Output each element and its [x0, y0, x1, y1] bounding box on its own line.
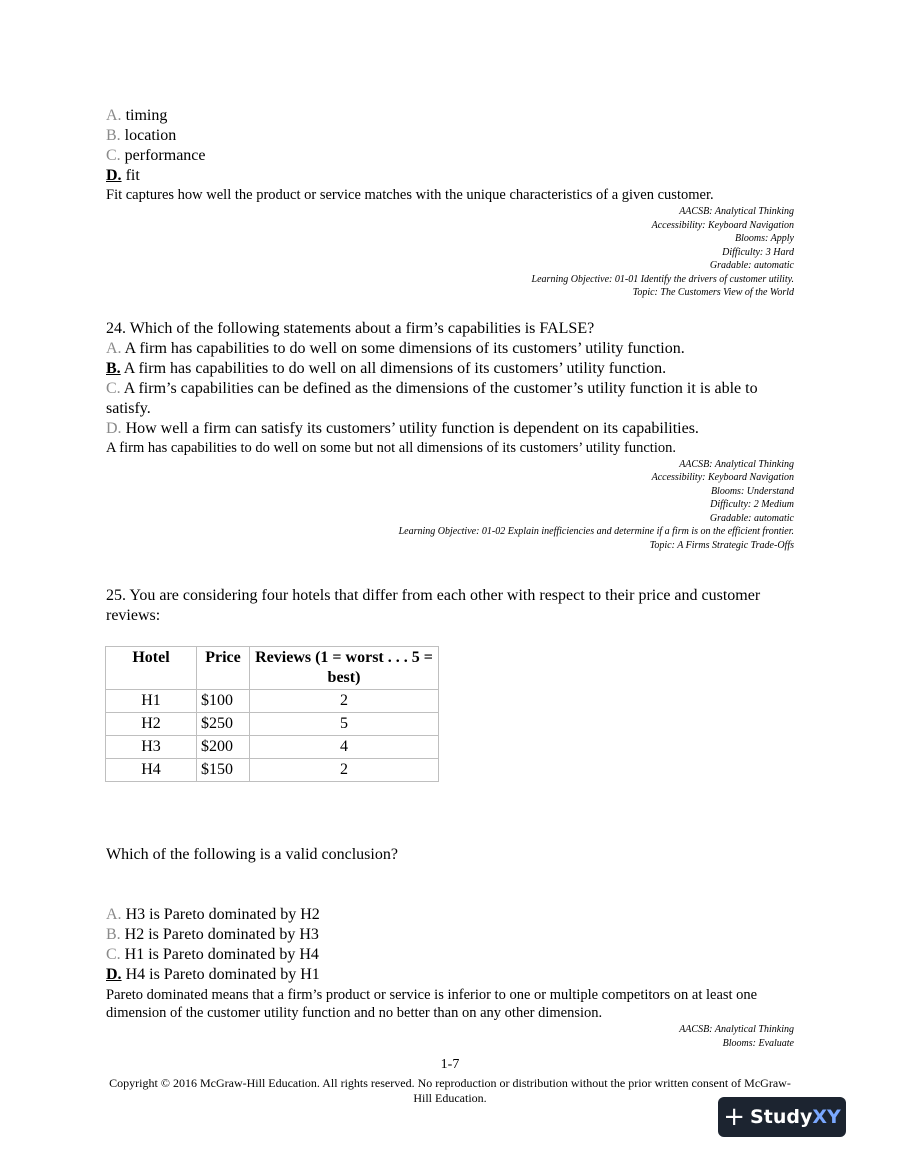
question-23-meta — [106, 205, 794, 300]
cell-price: $250 — [197, 713, 250, 736]
option-d-correct: D. H4 is Pareto dominated by H1 — [106, 966, 320, 983]
option-a: A. timing — [106, 107, 168, 124]
copyright-notice: Copyright © 2016 McGraw-Hill Education. All rights reserved. No reproduction or distribution without the prior written consent of McGraw-Hill Education. — [109, 1076, 791, 1105]
meta-line: Gradable: automatic — [709, 260, 794, 271]
option-d-correct: D. fit — [106, 167, 140, 184]
table-row — [106, 759, 439, 782]
meta-line: Topic: The Customers View of the World — [632, 287, 794, 298]
cell-reviews: 5 — [250, 713, 439, 736]
meta-line: Gradable: automatic — [709, 512, 794, 524]
meta-line: Blooms: Evaluate — [722, 1037, 794, 1049]
meta-line: Blooms: Apply — [735, 233, 794, 244]
cell-reviews: 2 — [250, 690, 439, 713]
option-a: A. H3 is Pareto dominated by H2 — [106, 906, 320, 923]
hotels-table — [105, 646, 439, 782]
cell-hotel: H3 — [106, 736, 197, 759]
question-24-meta — [106, 458, 794, 553]
meta-line: AACSB: Analytical Thinking — [679, 1024, 794, 1035]
meta-line: AACSB: Analytical Thinking — [679, 206, 794, 217]
table-row — [106, 690, 439, 713]
meta-line: Blooms: Understand — [710, 485, 794, 497]
question-25-prompt: Which of the following is a valid conclusion? — [106, 846, 398, 863]
cell-hotel: H2 — [106, 713, 197, 736]
question-23-explanation: Fit captures how well the product or service matches with the unique characteristics of a given customer. — [106, 187, 714, 203]
plus-icon: + — [723, 1102, 746, 1132]
option-b-correct: B. A firm has capabilities to do well on all dimensions of its customers’ utility function. — [106, 359, 667, 377]
question-24-text: 24. Which of the following statements about a firm’s capabilities is FALSE? — [106, 319, 595, 337]
cell-reviews: 4 — [250, 736, 439, 759]
option-b: B. location — [106, 127, 177, 144]
meta-line: AACSB: Analytical Thinking — [679, 458, 794, 470]
meta-line: Learning Objective: 01-02 Explain inefficiencies and determine if a firm is on the efficient frontier. — [398, 526, 794, 537]
option-c: C. H1 is Pareto dominated by H4 — [106, 946, 319, 963]
header-price: Price — [197, 647, 250, 690]
meta-line: Learning Objective: 01-01 Identify the drivers of customer utility. — [531, 273, 794, 285]
cell-hotel: H1 — [106, 690, 197, 713]
question-24-options — [106, 339, 796, 439]
table-row — [106, 736, 439, 759]
cell-price: $150 — [197, 759, 250, 782]
table-header-row — [106, 647, 439, 690]
studyxy-badge[interactable] — [718, 1097, 846, 1137]
cell-hotel: H4 — [106, 759, 197, 782]
meta-line: Difficulty: 2 Medium — [710, 499, 794, 510]
option-d: D. How well a firm can satisfy its customers’ utility function is dependent on its capabilities. — [106, 419, 699, 437]
option-c: C. performance — [106, 147, 206, 164]
option-b: B. H2 is Pareto dominated by H3 — [106, 926, 319, 943]
meta-line: Accessibility: Keyboard Navigation — [651, 472, 794, 483]
cell-price: $100 — [197, 690, 250, 713]
question-25-meta — [106, 1023, 794, 1050]
question-24-explanation: A firm has capabilities to do well on some but not all dimensions of its customers’ utility function. — [106, 439, 676, 456]
document-page — [106, 106, 796, 1050]
header-reviews: Reviews (1 = worst . . . 5 = best) — [250, 647, 439, 690]
question-25-options — [106, 905, 796, 985]
option-c: C. A firm’s capabilities can be defined as the dimensions of the customer’s utility function it is able to satisfy. — [106, 379, 758, 417]
question-25-text: 25. You are considering four hotels that differ from each other with respect to their price and customer reviews: — [106, 587, 761, 624]
meta-line: Topic: A Firms Strategic Trade-Offs — [649, 539, 794, 551]
header-hotel: Hotel — [106, 647, 197, 690]
cell-price: $200 — [197, 736, 250, 759]
meta-line: Difficulty: 3 Hard — [722, 246, 794, 258]
badge-name-study: Study — [750, 1106, 813, 1128]
question-23-options — [106, 106, 796, 186]
table-row — [106, 713, 439, 736]
cell-reviews: 2 — [250, 759, 439, 782]
option-a: A. A firm has capabilities to do well on some dimensions of its customers’ utility function. — [106, 339, 685, 357]
page-number: 1-7 — [440, 1057, 460, 1072]
badge-name-xy: XY — [812, 1106, 841, 1128]
meta-line: Accessibility: Keyboard Navigation — [651, 219, 794, 231]
question-25-explanation: Pareto dominated means that a firm’s product or service is inferior to one or multiple competitors on at least one dimension of the customer utility function and no better than on any other dimension. — [106, 987, 758, 1021]
